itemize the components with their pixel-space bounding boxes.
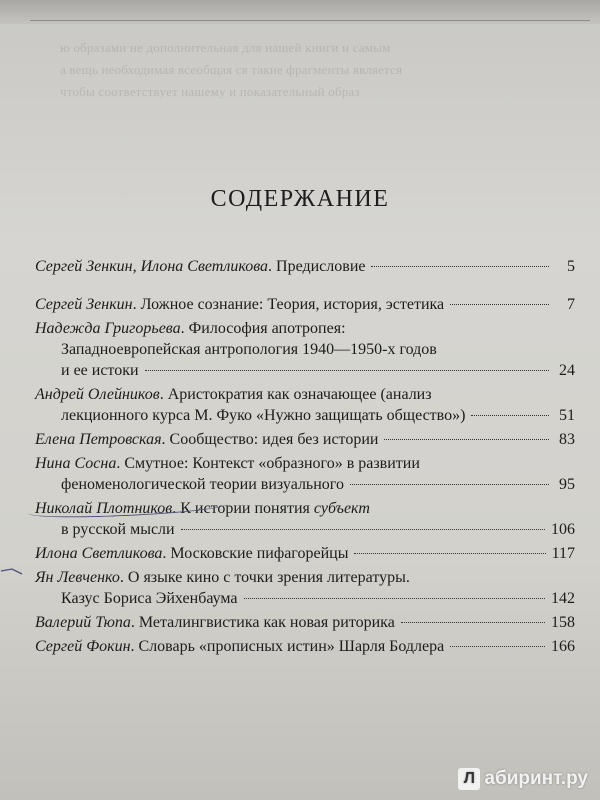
pen-tick-mark [0, 566, 24, 576]
table-of-contents [35, 256, 575, 657]
toc-title: Предисловие [276, 258, 366, 275]
toc-author: Надежда Григорьева [35, 320, 181, 337]
dot-leader [401, 622, 545, 623]
toc-page-number: 117 [551, 545, 575, 562]
toc-title: Московские пифагорейцы [170, 545, 349, 562]
dot-leader [181, 529, 545, 530]
toc-page-number: 166 [551, 638, 575, 655]
toc-title-cont: Казус Бориса Эйхенбаума [61, 590, 238, 607]
bleed-through-text: ю образами не дополнительная для нашей книги и самым [60, 40, 391, 55]
dot-leader [145, 370, 549, 371]
toc-page-number: 51 [559, 407, 575, 424]
toc-entry: Андрей Олейников . Аристократия как означающее (анализ лекционного курса М. Фуко «Нужно защищать общество») 51 [35, 386, 575, 424]
toc-author: Сергей Фокин [35, 638, 131, 655]
toc-entry: Сергей Зенкин, Илона Светликова . Предисловие 5 [35, 258, 575, 275]
toc-page-number: 158 [551, 614, 575, 631]
labirint-logo-icon: Л [458, 768, 480, 790]
toc-author: Сергей Зенкин, Илона Светликова [35, 258, 269, 275]
toc-entry: Ян Левченко . О языке кино с точки зрения литературы. Казус Бориса Эйхенбаума 142 [35, 569, 575, 607]
dot-leader [471, 415, 549, 416]
toc-title: Смутное: Контекст «образного» в развитии [124, 455, 420, 472]
toc-title: О языке кино с точки зрения литературы. [127, 569, 410, 586]
toc-author: Ян Левченко [35, 569, 120, 586]
dot-leader [450, 304, 549, 305]
toc-title: Аристократия как означающее (анализ [167, 386, 432, 403]
toc-title-cont: Западноевропейская антропология 1940—1950-х годов [61, 341, 437, 358]
dot-leader [450, 646, 545, 647]
watermark-text: абиринт.ру [484, 768, 588, 789]
toc-page-number: 5 [567, 258, 575, 275]
toc-title-cont: и ее истоки [61, 362, 139, 379]
toc-author: Сергей Зенкин [35, 296, 133, 313]
page-title: СОДЕРЖАНИЕ [210, 186, 390, 212]
toc-page-number: 106 [551, 521, 575, 538]
emphasized-term: субъект [313, 500, 370, 517]
toc-author: Николай Плотников [35, 500, 173, 517]
dot-leader [371, 266, 549, 267]
toc-page-number: 24 [559, 362, 575, 379]
toc-entry: Сергей Фокин . Словарь «прописных истин» Шарля Бодлера 166 [35, 638, 575, 655]
watermark-logo [458, 768, 588, 790]
toc-title: Словарь «прописных истин» Шарля Бодлера [138, 638, 445, 655]
toc-author: Елена Петровская [35, 431, 162, 448]
dot-leader [384, 439, 549, 440]
toc-entry: Елена Петровская . Сообщество: идея без истории 83 [35, 431, 575, 448]
toc-entry: Нина Сосна . Смутное: Контекст «образного» в развитии феноменологической теории визуального 95 [35, 455, 575, 493]
toc-title-cont: лекционного курса М. Фуко «Нужно защищать общество») [61, 407, 466, 424]
toc-title: Философия апотропея: [188, 320, 346, 337]
toc-entry: Илона Светликова . Московские пифагорейцы 117 [35, 545, 575, 562]
toc-entry: Валерий Тюпа . Металингвистика как новая риторика 158 [35, 614, 575, 631]
bleed-through-text: чтобы соответствует нашему и показательный образ [60, 84, 360, 99]
dot-leader [354, 553, 545, 554]
toc-author: Валерий Тюпа [35, 614, 131, 631]
toc-page-number: 95 [559, 476, 575, 493]
toc-page-number: 83 [559, 431, 575, 448]
toc-page-number: 7 [567, 296, 575, 313]
toc-entry: Надежда Григорьева . Философия апотропея: Западноевропейская антропология 1940—1950-х годов и ее истоки 24 [35, 320, 575, 379]
dot-leader [350, 484, 549, 485]
toc-author: Андрей Олейников [35, 386, 160, 403]
dot-leader [244, 598, 545, 599]
toc-title: Металингвистика как новая риторика [138, 614, 395, 631]
toc-title: Сообщество: идея без истории [169, 431, 379, 448]
header-rule [30, 20, 590, 21]
toc-author: Нина Сосна [35, 455, 117, 472]
toc-entry: Сергей Зенкин . Ложное сознание: Теория, история, эстетика 7 [35, 296, 575, 313]
toc-page-number: 142 [551, 590, 575, 607]
toc-title: Ложное сознание: Теория, история, эстетика [140, 296, 445, 313]
toc-title: К истории понятия субъект [180, 500, 370, 517]
toc-title-cont: в русской мысли [61, 521, 175, 538]
toc-entry: Николай Плотников . К истории понятия субъект в русской мысли 106 [35, 500, 575, 538]
bleed-through-text: а вещь необходимая всеобщая ся такие фрагменты является [60, 62, 403, 77]
toc-author: Илона Светликова [35, 545, 163, 562]
toc-title-cont: феноменологической теории визуального [61, 476, 344, 493]
